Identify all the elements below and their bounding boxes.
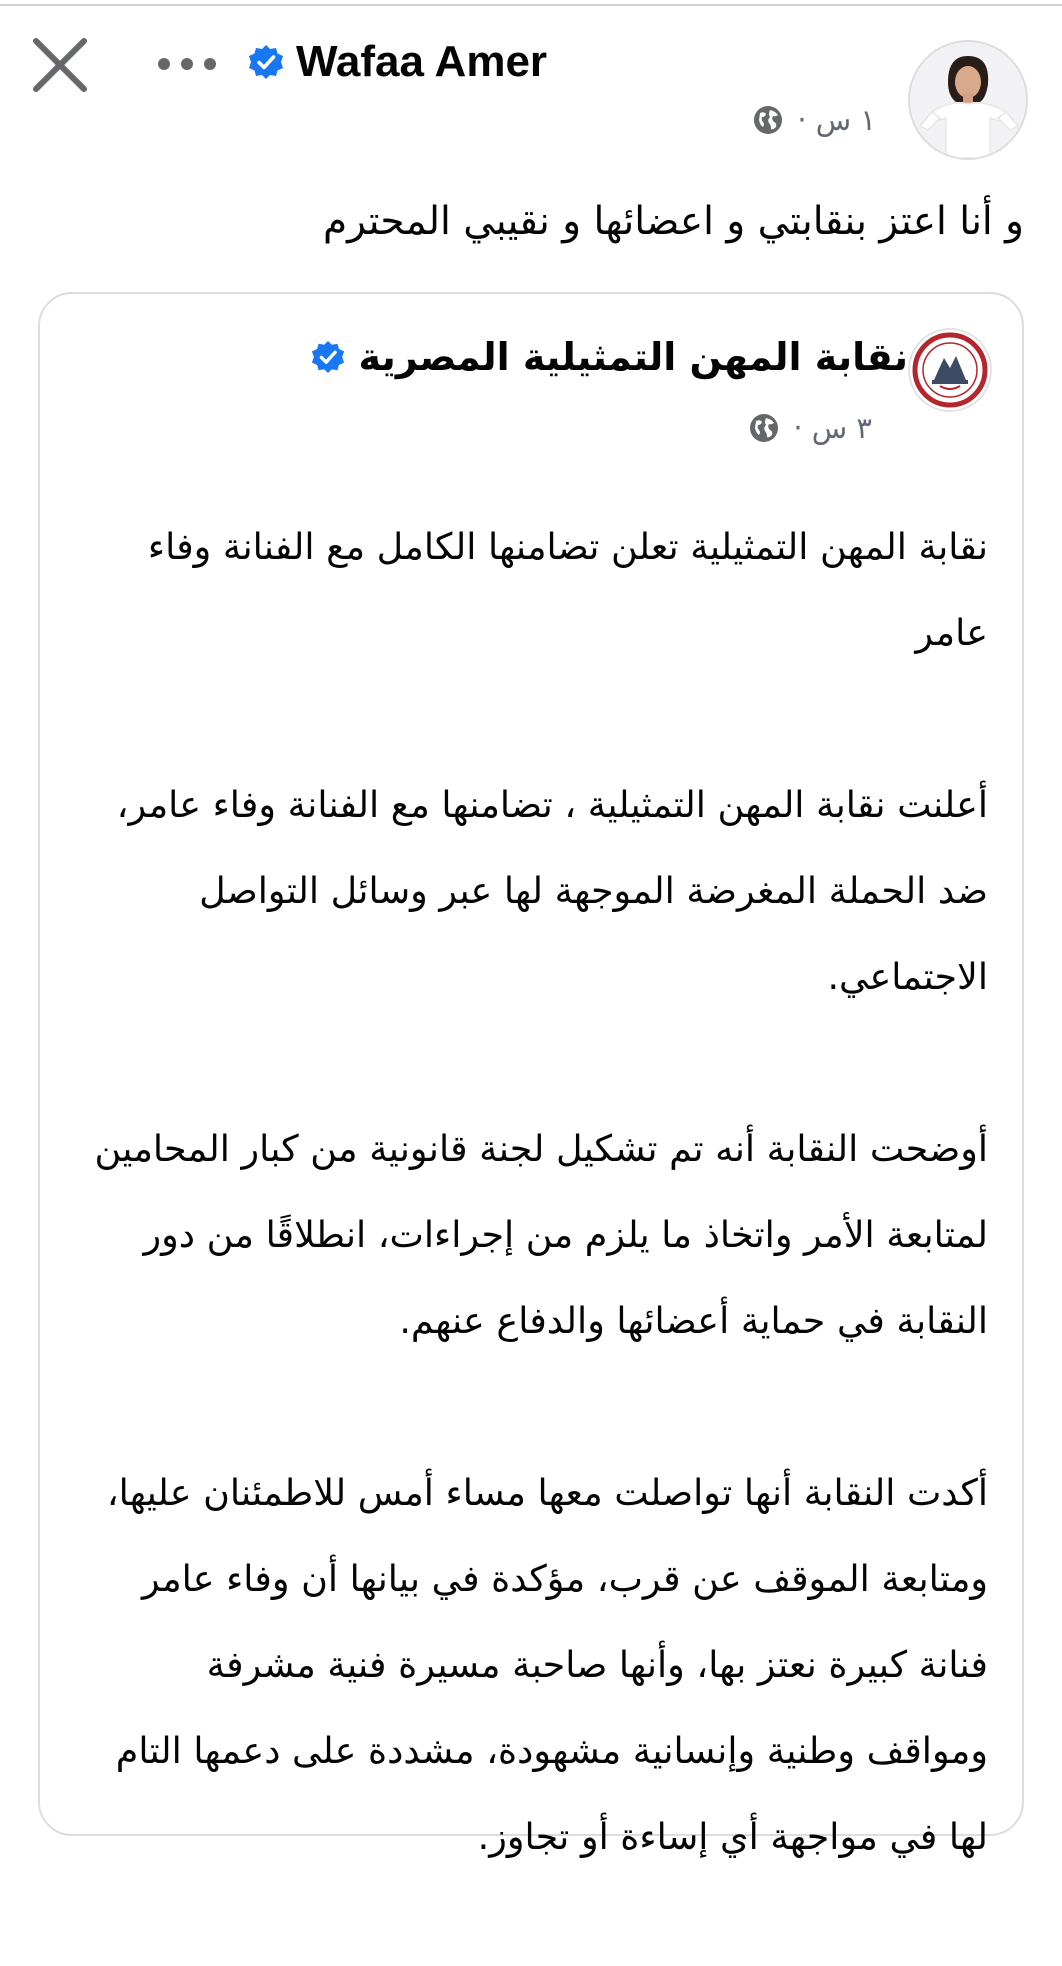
post-caption: و أنا اعتز بنقابتي و اعضائها و نقيبي المحترم [322, 199, 1024, 244]
post-timestamp[interactable]: ١ س · [797, 103, 876, 137]
post-meta [753, 103, 876, 137]
verified-badge-icon [311, 340, 345, 374]
shared-post-paragraph: أكدت النقابة أنها تواصلت معها مساء أمس للاطمئنان عليها، ومتابعة الموقف عن قرب، مؤكدة في بيانها أن وفاء عامر فنانة كبيرة نعتز بها، وأنها صاحبة مسيرة فنية مشرفة ومواقف وطنية وإنسانية مشهودة، مشددة على دعمها التام لها في مواجهة أي إساءة أو تجاوز. [106, 1471, 988, 1858]
shared-post-paragraph: نقابة المهن التمثيلية تعلن تضامنها الكامل مع الفنانة وفاء عامر [147, 525, 988, 654]
author-photo [910, 42, 1026, 158]
close-icon [28, 33, 92, 97]
more-options-button[interactable] [150, 44, 224, 84]
post-author[interactable] [248, 34, 547, 90]
shared-post-timestamp[interactable]: ٣ س · [793, 411, 872, 445]
author-avatar[interactable] [908, 40, 1028, 160]
more-horizontal-icon [150, 44, 224, 84]
shared-post-body [74, 504, 988, 1966]
close-button[interactable] [28, 33, 92, 97]
globe-icon [749, 413, 779, 443]
page-avatar[interactable] [908, 328, 992, 412]
page-name[interactable]: نقابة المهن التمثيلية المصرية [358, 335, 908, 379]
shared-post-header [311, 322, 908, 392]
globe-icon [753, 105, 783, 135]
author-name: Wafaa Amer [296, 37, 548, 86]
syndicate-logo-icon [910, 330, 990, 410]
top-divider [0, 4, 1062, 6]
shared-post-paragraph: أوضحت النقابة أنه تم تشكيل لجنة قانونية من كبار المحامين لمتابعة الأمر واتخاذ ما يلزم من إجراءات، انطلاقًا من دور النقابة في حماية أعضائها والدفاع عنهم. [94, 1127, 988, 1342]
shared-post-meta [749, 411, 872, 445]
shared-post-paragraph: أعلنت نقابة المهن التمثيلية ، تضامنها مع الفنانة وفاء عامر، ضد الحملة المغرضة الموجهة لها عبر وسائل التواصل الاجتماعي. [116, 783, 988, 998]
verified-badge-icon [248, 44, 284, 80]
